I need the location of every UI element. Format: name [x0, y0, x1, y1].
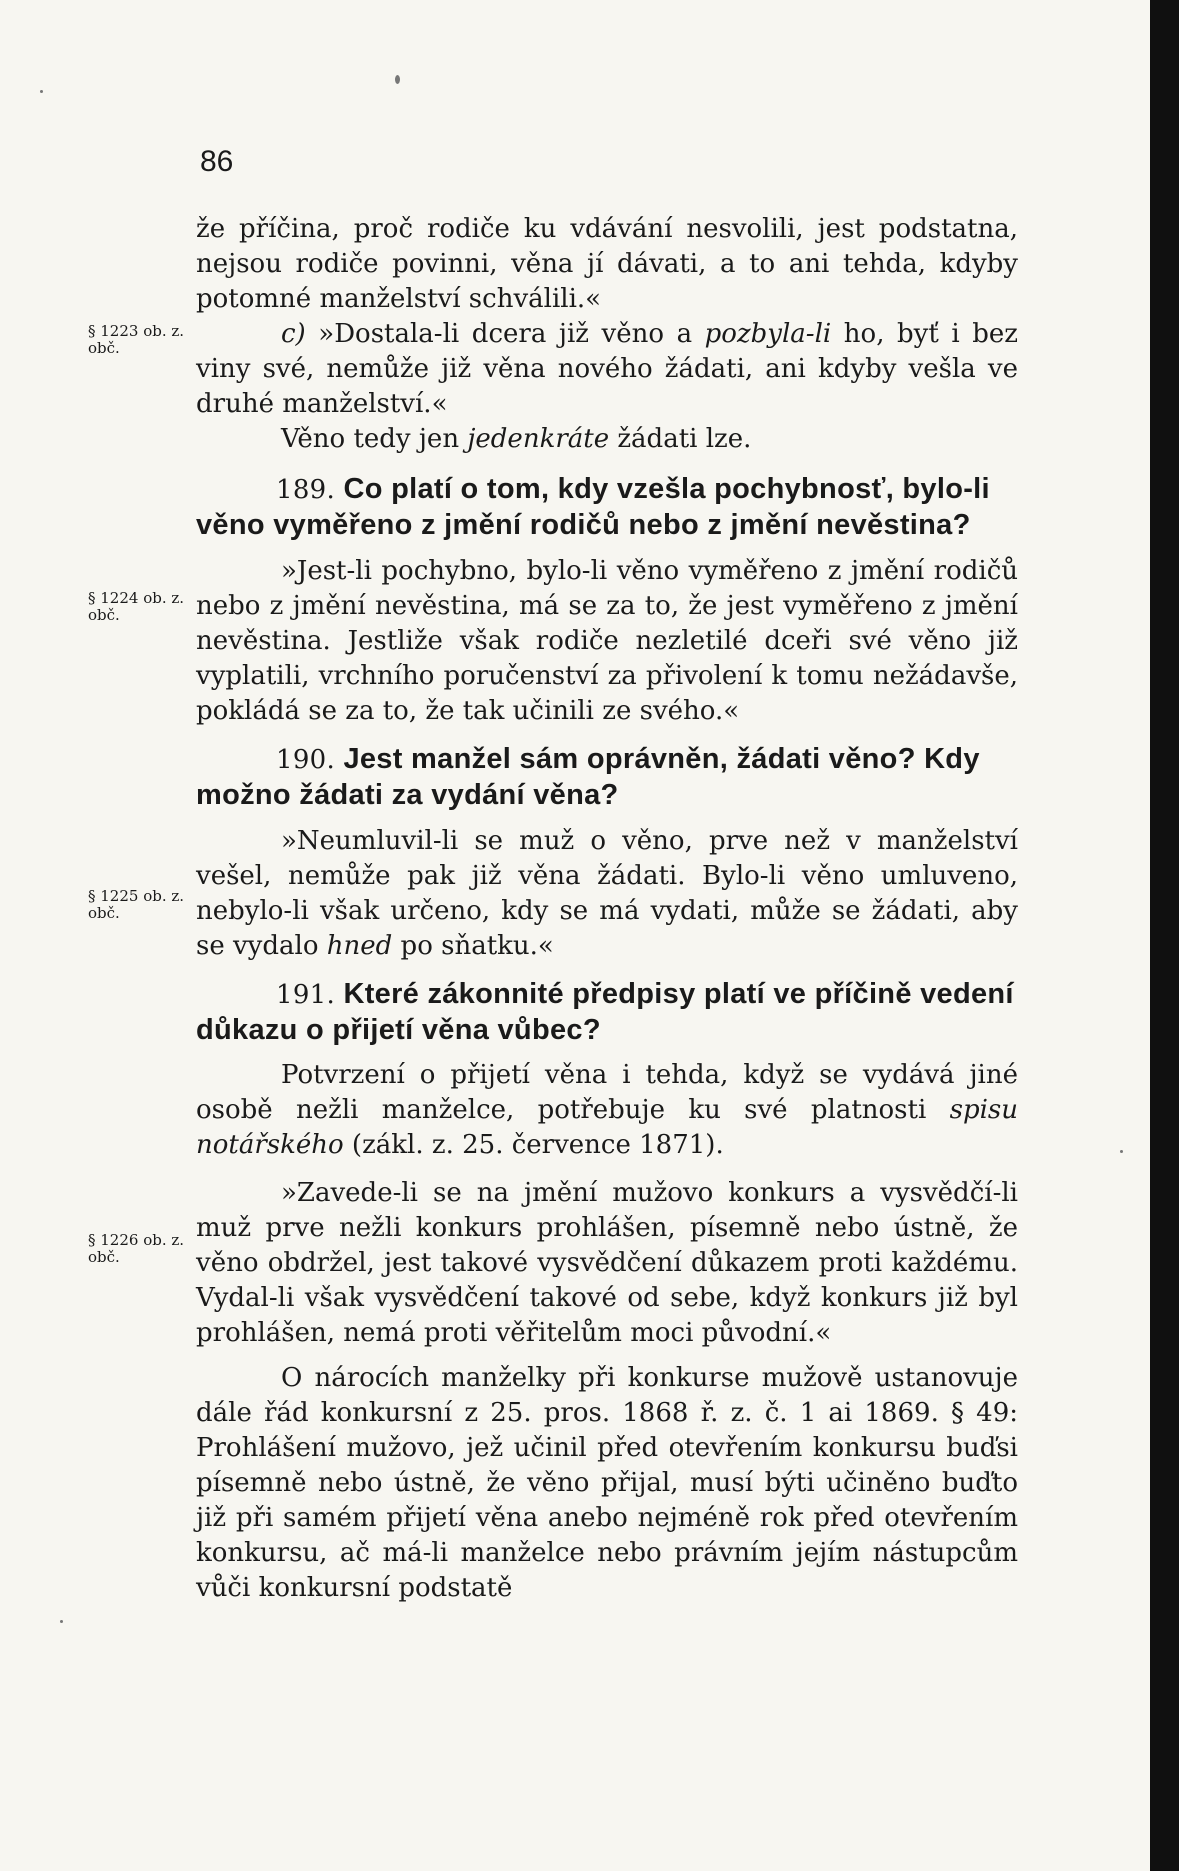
- text-run: »Jest-li pochybno, bylo-li věno vyměřeno z jmění rodičů nebo z jmění nevěstina, má se za to, že jest vyměřeno z jmění nevěstina. Jestliže však rodiče nezletilé dceři své věno již vyplatili, vrchního poručenství za přivolení k tomu nežádavše, pokládá se za to, že tak učinili ze svého.«: [196, 556, 1018, 726]
- margin-reference-1224: § 1224 ob. z. obč.: [88, 589, 185, 624]
- section-heading-189: [196, 472, 1018, 543]
- text-run: ho, byť i bez viny své, nemůže již věna nového žádati, ani kdyby vešla ve druhé manželství.«: [196, 319, 1018, 419]
- text-run-italic: c): [281, 319, 306, 349]
- body-text-top: [196, 212, 1018, 1606]
- text-run: Věno tedy jen: [281, 424, 468, 454]
- section-title: Které zákonnité předpisy platí ve příčině vedení důkazu o přijetí věna vůbec?: [196, 978, 1014, 1046]
- margin-reference-1225: § 1225 ob. z. obč.: [88, 887, 185, 922]
- section-title: Jest manžel sám oprávněn, žádati věno? Kdy možno žádati za vydání věna?: [196, 743, 980, 811]
- text-run: žádati lze.: [609, 424, 752, 454]
- page-number: 86: [200, 145, 234, 178]
- paragraph: [196, 824, 1018, 964]
- text-run: po sňatku.«: [392, 931, 554, 961]
- section-heading-190: [196, 742, 1018, 813]
- text-run: O nárocích manželky při konkurse mužově ustanovuje dále řád konkursní z 25. pros. 1868 ř. z. č. 1 ai 1869. § 49: Prohlášení mužovo, jež učinil před otevřením konkursu buďsi písemně nebo ústně, že věno přijal, musí býti učiněno buďto již při samém přijetí věna anebo nejméně rok před otevřením konkursu, ač má-li manželce nebo právním jejím nástupcům vůči konkursní podstatě: [196, 1363, 1018, 1603]
- text-run: (zákl. z. 25. července 1871).: [343, 1130, 724, 1160]
- text-run: »Neumluvil-li se muž o věno, prve než v manželství vešel, nemůže pak již věna žádati. Bylo-li věno umluveno, nebylo-li však určeno, kdy se má vydati, může se žádati, aby se vydalo: [196, 826, 1018, 961]
- paragraph: [196, 317, 1018, 422]
- section-number: 190.: [276, 745, 336, 775]
- margin-reference-1223: § 1223 ob. z. obč.: [88, 322, 185, 357]
- text-run-italic: jedenkráte: [467, 424, 610, 454]
- scan-edge: [1150, 0, 1179, 1871]
- text-run: »Dostala-li dcera již věno a: [305, 319, 705, 349]
- paragraph: [196, 422, 1018, 457]
- section-number: 191.: [276, 980, 336, 1010]
- paragraph: [196, 212, 1018, 317]
- paragraph: [196, 1361, 1018, 1606]
- text-run-italic: hned: [326, 931, 393, 961]
- paragraph: [196, 1058, 1018, 1163]
- text-run-italic: spisu notářského: [196, 1095, 1018, 1160]
- paragraph: [196, 554, 1018, 729]
- text-run-italic: pozbyla-li: [704, 319, 832, 349]
- section-heading-191: [196, 977, 1018, 1048]
- section-title: Co platí o tom, kdy vzešla pochybnosť, bylo-li věno vyměřeno z jmění rodičů nebo z jmění nevěstina?: [196, 473, 990, 541]
- margin-reference-1226: § 1226 ob. z. obč.: [88, 1231, 185, 1266]
- text-run: »Zavede-li se na jmění mužovo konkurs a vysvědčí-li muž prve nežli konkurs prohlášen, písemně nebo ústně, že věno obdržel, jest takové vysvědčení důkazem proti každému. Vydal-li však vysvědčení takové od sebe, když konkurs již byl prohlášen, nemá proti věřitelům moci původní.«: [196, 1178, 1018, 1348]
- section-number: 189.: [276, 475, 336, 505]
- text-run: že příčina, proč rodiče ku vdávání nesvolili, jest podstatna, nejsou rodiče povinni, věna jí dávati, a to ani tehda, kdyby potomné manželství schválili.«: [196, 214, 1018, 314]
- text-run: Potvrzení o přijetí věna i tehda, když se vydává jiné osobě nežli manželce, potřebuje ku své platnosti: [196, 1060, 1018, 1125]
- paragraph: [196, 1176, 1018, 1351]
